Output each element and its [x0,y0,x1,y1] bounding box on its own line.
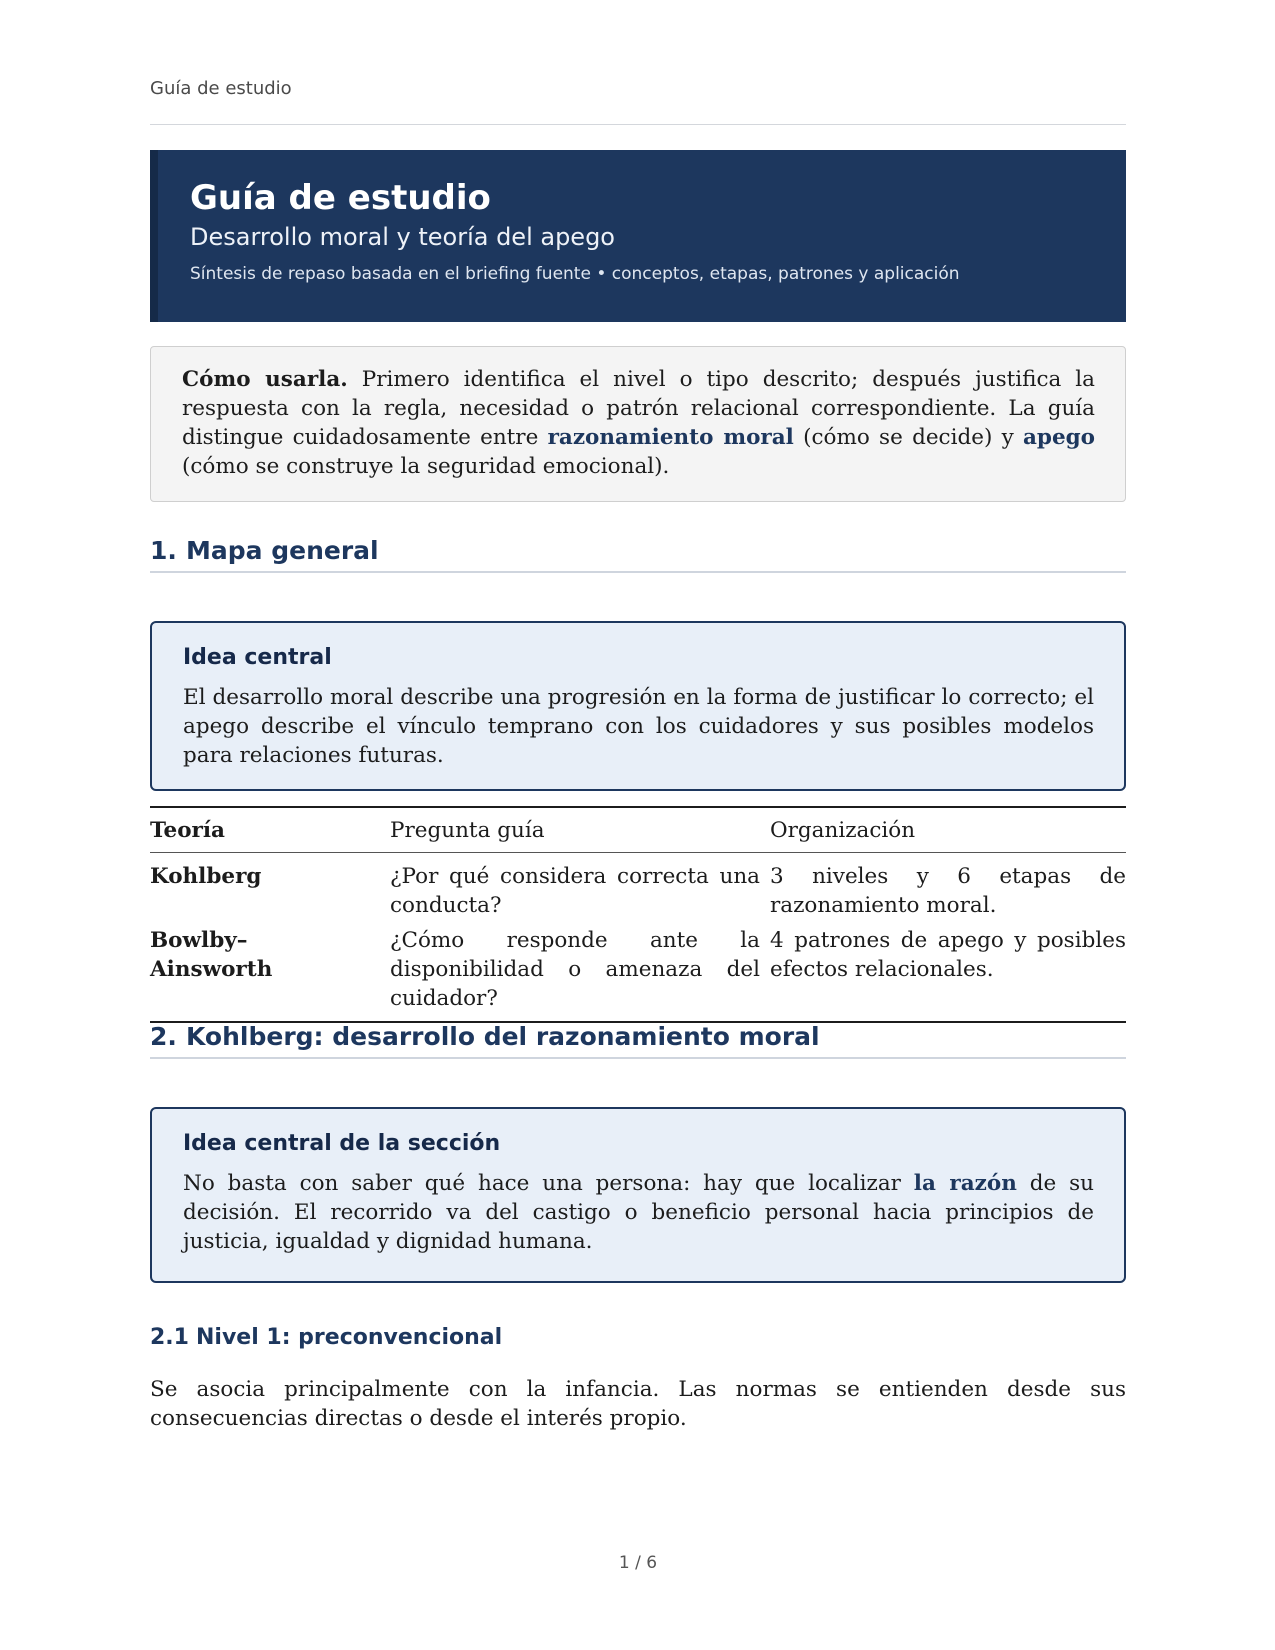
section-number: 2. [150,1022,177,1051]
column-header: Pregunta guía [390,807,770,853]
term-reason: la razón [913,1171,1017,1196]
document-tagline: Síntesis de repaso basada en el briefing fuente • conceptos, etapas, patrones y aplicación [190,264,960,284]
table-row [150,853,1126,921]
title-banner [150,150,1126,322]
usage-text: (cómo se decide) y [793,425,1023,450]
table-cell: Kohlberg [150,864,262,889]
idea-title: Idea central de la sección [183,1131,501,1156]
page-number: 1 / 6 [618,1553,658,1573]
table-cell: 3 niveles y 6 etapas de razonamiento moral. [770,864,1126,918]
idea-text: El desarrollo moral describe una progresión en la forma de justificar lo correcto; el apego describe el vínculo temprano con los cuidadores y sus posibles modelos para relaciones futuras. [183,685,1094,768]
document-page [150,0,1126,1650]
section-idea-box [150,1107,1126,1283]
term-moral-reasoning: razonamiento moral [547,425,794,450]
central-idea-box [150,621,1126,791]
idea-text-part: de su decisión. El recorrido va del castigo o beneficio personal hacia principios de justicia, igualdad y dignidad humana. [183,1171,1094,1254]
table-cell: 4 patrones de apego y posibles efectos relacionales. [770,928,1126,982]
section-title: Mapa general [186,536,379,565]
theory-overview-table [150,806,1126,1023]
subsection-heading [150,1325,502,1350]
idea-text-part: No basta con saber qué hace una persona: hay que localizar [183,1171,914,1196]
section-title: Kohlberg: desarrollo del razonamiento moral [186,1022,820,1051]
document-title: Guía de estudio [190,178,491,218]
idea-title: Idea central [183,645,332,670]
table-header-row [150,807,1126,853]
table-row [150,920,1126,1022]
usage-text: (cómo se construye la seguridad emocional). [182,454,670,479]
column-header: Teoría [150,807,390,853]
usage-note [150,346,1126,502]
section-number: 1. [150,536,177,565]
table-cell: ¿Por qué considera correcta una conducta? [390,864,760,918]
section-heading-2 [150,1022,1126,1059]
header-divider [150,124,1126,125]
term-attachment: apego [1022,425,1096,450]
usage-text: Primero identifica el nivel o tipo descrito; después justifica la respuesta con la regla, necesidad o patrón relacional correspondiente. La guía distingue cuidadosamente entre [182,367,1095,450]
subsection-title: Nivel 1: preconvencional [196,1325,503,1350]
table-cell: Bowlby–Ainsworth [150,928,273,982]
section-heading-1 [150,536,1126,573]
running-header: Guía de estudio [150,78,292,99]
idea-text [183,1169,1094,1256]
column-header: Organización [770,807,1126,853]
table-cell: ¿Cómo responde ante la disponibilidad o amenaza del cuidador? [390,928,760,1011]
usage-label: Cómo usarla. [182,367,348,392]
document-subtitle: Desarrollo moral y teoría del apego [190,223,615,251]
subsection-number: 2.1 [150,1325,189,1350]
body-paragraph: Se asocia principalmente con la infancia. Las normas se entienden desde sus consecuencias directas o desde el interés propio. [150,1377,1126,1431]
